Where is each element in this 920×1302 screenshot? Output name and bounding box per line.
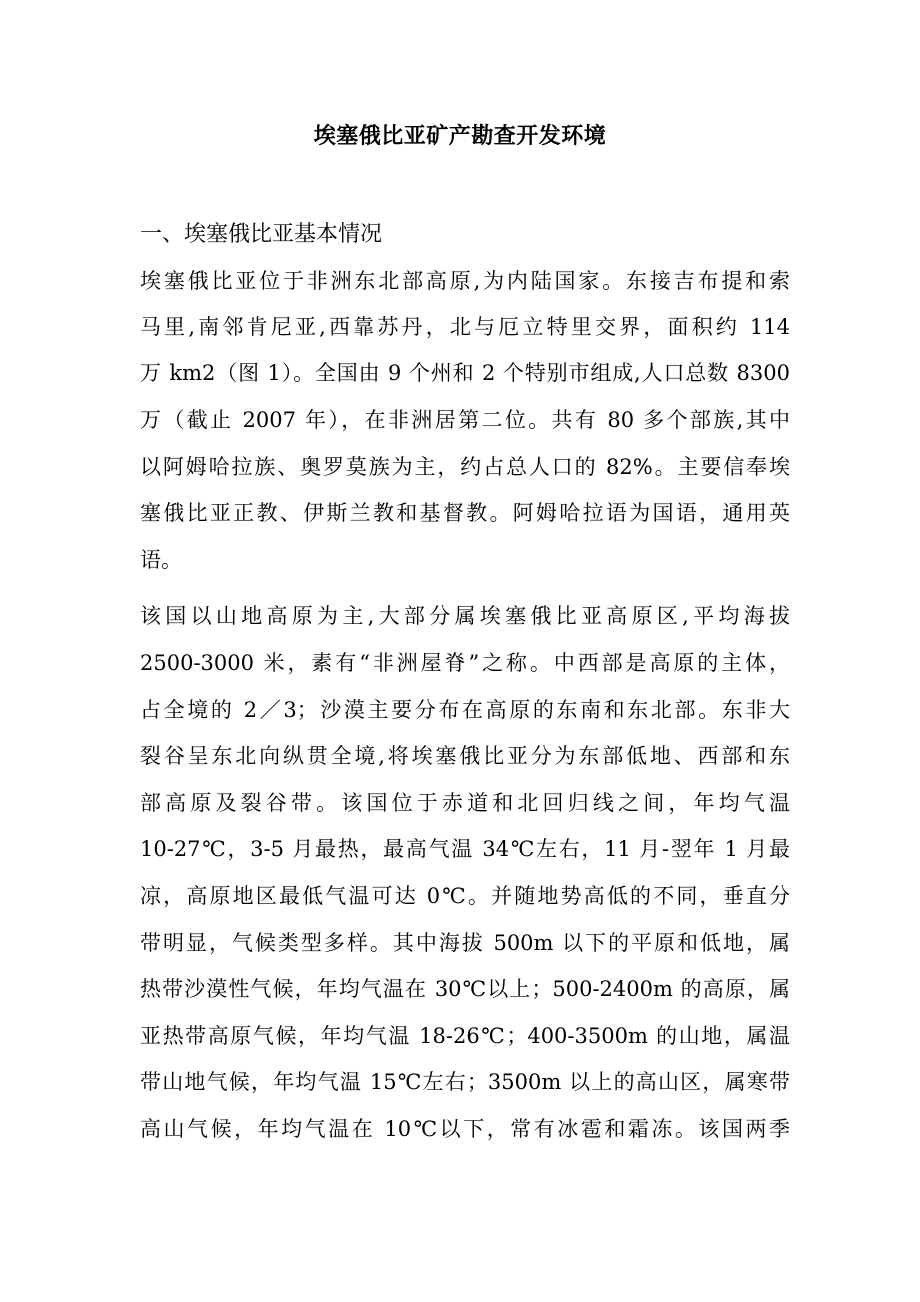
paragraph-line: 塞俄比亚正教、伊斯兰教和基督教。阿姆哈拉语为国语，通用英: [140, 501, 790, 525]
section-heading: 一、埃塞俄比亚基本情况: [140, 222, 383, 247]
paragraph-line: 部高原及裂谷带。该国位于赤道和北回归线之间，年均气温: [140, 791, 790, 815]
document-title: 埃塞俄比亚矿产勘查开发环境: [313, 123, 607, 149]
paragraph-line: 带山地气候，年均气温 15℃左右；3500m 以上的高山区，属寒带: [140, 1070, 790, 1094]
paragraph-line: 裂谷呈东北向纵贯全境,将埃塞俄比亚分为东部低地、西部和东: [140, 744, 790, 768]
paragraph-line: 马里,南邻肯尼亚,西靠苏丹，北与厄立特里交界，面积约 114: [140, 315, 790, 339]
paragraph-line: 占全境的 2／3；沙漠主要分布在高原的东南和东北部。东非大: [140, 698, 790, 722]
paragraph-line: 亚热带高原气候，年均气温 18-26℃；400-3500m 的山地，属温: [140, 1024, 790, 1048]
paragraph-line: 带明显，气候类型多样。其中海拔 500m 以下的平原和低地，属: [140, 931, 790, 955]
paragraph-line: 10-27℃，3-5 月最热，最高气温 34℃左右，11 月-翌年 1 月最: [140, 837, 790, 861]
paragraph-line: 凉，高原地区最低气温可达 0℃。并随地势高低的不同，垂直分: [140, 884, 790, 908]
paragraph-line: 埃塞俄比亚位于非洲东北部高原,为内陆国家。东接吉布提和索: [140, 269, 790, 293]
paragraph-line: 2500-3000 米，素有“非洲屋脊”之称。中西部是高原的主体，: [140, 651, 790, 675]
paragraph-line: 万（截止 2007 年），在非洲居第二位。共有 80 多个部族,其中: [140, 408, 790, 432]
paragraph-line: 语。: [140, 548, 182, 572]
paragraph-line: 热带沙漠性气候，年均气温在 30℃以上；500-2400m 的高原，属: [140, 977, 790, 1001]
paragraph-line: 万 km2（图 1）。全国由 9 个州和 2 个特别市组成,人口总数 8300: [140, 361, 790, 385]
paragraph-line: 以阿姆哈拉族、奥罗莫族为主，约占总人口的 82%。主要信奉埃: [140, 455, 790, 479]
paragraph-line: 该国以山地高原为主,大部分属埃塞俄比亚高原区,平均海拔: [140, 604, 790, 628]
paragraph-line: 高山气候，年均气温在 10℃以下，常有冰雹和霜冻。该国两季: [140, 1117, 790, 1141]
